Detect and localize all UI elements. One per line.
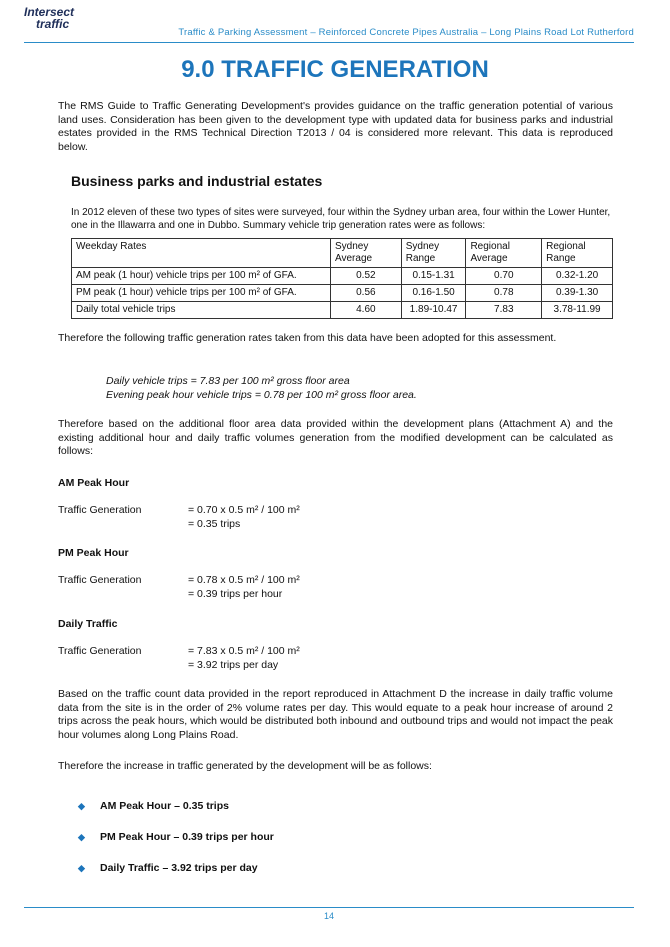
page-footer — [24, 907, 634, 921]
page-title: 9.0 TRAFFIC GENERATION — [181, 56, 489, 83]
calc-values — [188, 574, 300, 601]
bullet-pm-peak — [58, 831, 633, 845]
header-title: Traffic & Parking Assessment – Reinforced Concrete Pipes Australia – Long Plains Road Lot Rutherford — [178, 27, 634, 38]
calc-line: = 0.70 x 0.5 m² / 100 m² — [188, 504, 300, 516]
bullet-text: AM Peak Hour – 0.35 trips — [100, 800, 229, 812]
table-cell: 0.32-1.20 — [542, 268, 613, 285]
page-header — [24, 5, 634, 43]
logo-line1: Intersect — [24, 5, 75, 19]
table-cell: AM peak (1 hour) vehicle trips per 100 m² of GFA. — [72, 268, 331, 285]
table-cell: Daily total vehicle trips — [72, 302, 331, 319]
table-cell: 0.70 — [466, 268, 542, 285]
table-cell: 0.78 — [466, 285, 542, 302]
table-row — [72, 302, 613, 319]
calc-line: = 0.35 trips — [188, 517, 241, 530]
am-peak-calc — [58, 504, 613, 531]
table-cell: 0.15-1.31 — [401, 268, 466, 285]
intro-paragraph: The RMS Guide to Traffic Generating Development's provides guidance on the traffic generation potential of various land uses. Consideration has been given to the development type with updated data for business parks and industrial estates provided in the RMS Technical Direction T2013 / 04 is considered more relevant. This data is reproduced below. — [58, 100, 613, 153]
table-cell: 7.83 — [466, 302, 542, 319]
adopted-paragraph: Therefore the following traffic generation rates taken from this data have been adopted for this assessment. — [58, 332, 557, 344]
am-peak-label: AM Peak Hour — [58, 477, 130, 489]
table-header-cell: Sydney Average — [331, 239, 402, 268]
calc-line: = 7.83 x 0.5 m² / 100 m² — [188, 645, 300, 657]
calc-name: Traffic Generation — [58, 504, 142, 516]
table-cell: 3.78-11.99 — [542, 302, 613, 319]
calc-line: = 0.78 x 0.5 m² / 100 m² — [188, 574, 300, 586]
table-header-cell: Sydney Range — [401, 239, 466, 268]
table-header-row — [72, 239, 613, 268]
calc-name: Traffic Generation — [58, 574, 142, 586]
trip-rates-table — [71, 238, 613, 319]
table-row — [72, 285, 613, 302]
calc-line: = 3.92 trips per day — [188, 658, 279, 671]
survey-paragraph: Based on the traffic count data provided in the report reproduced in Attachment D the increase in daily traffic volume data from the site is in the order of 2% volume rates per day. This would equate to a peak hour increase of around 2 trips across the peak hours, which would be distributed both inbound and outbound trips and would not impact the peak hour volumes along Long Plains Road. — [58, 688, 613, 741]
bullet-am-peak — [58, 800, 633, 814]
bullet-daily-traffic — [58, 862, 633, 876]
page-number: 14 — [323, 911, 334, 921]
bullet-diamond-icon: ◆ — [78, 863, 85, 873]
table-cell: PM peak (1 hour) vehicle trips per 100 m² of GFA. — [72, 285, 331, 302]
calculation-paragraph: Therefore based on the additional floor area data provided within the development plans (Attachment A) and the existing additional hour and daily traffic volumes generation from the modified development can be calculated as follows: — [58, 418, 613, 457]
pm-peak-label: PM Peak Hour — [58, 547, 129, 559]
summary-paragraph: Therefore the increase in traffic generated by the development will be as follows: — [58, 760, 432, 772]
table-cell: 0.56 — [331, 285, 402, 302]
table-header-cell: Weekday Rates — [72, 239, 331, 268]
table-cell: 1.89-10.47 — [401, 302, 466, 319]
calc-values — [188, 645, 300, 672]
bullet-diamond-icon: ◆ — [78, 801, 85, 811]
rms-box-title: Business parks and industrial estates — [71, 173, 323, 189]
table-row — [72, 268, 613, 285]
calc-name: Traffic Generation — [58, 645, 142, 657]
pm-peak-calc — [58, 574, 613, 601]
bullet-text: Daily Traffic – 3.92 trips per day — [100, 862, 258, 874]
calc-line: = 0.39 trips per hour — [188, 587, 283, 600]
table-header-cell: Regional Average — [466, 239, 542, 268]
daily-traffic-label: Daily Traffic — [58, 618, 118, 630]
bullet-text: PM Peak Hour – 0.39 trips per hour — [100, 831, 274, 843]
company-logo — [24, 6, 94, 36]
table-cell: 0.39-1.30 — [542, 285, 613, 302]
rms-box-intro: In 2012 eleven of these two types of sites were surveyed, four within the Sydney urban area, four within the Lower Hunter, one in the Illawarra and one in Dubbo. Summary vehicle trip generation rates were as follows: — [71, 207, 611, 231]
table-header-cell: Regional Range — [542, 239, 613, 268]
table-cell: 0.52 — [331, 268, 402, 285]
logo-line2: traffic — [36, 17, 70, 31]
daily-traffic-calc — [58, 645, 613, 672]
bullet-diamond-icon: ◆ — [78, 832, 85, 842]
daily-rate-formula: Daily vehicle trips = 7.83 per 100 m² gross floor area — [106, 375, 350, 387]
table-cell: 4.60 — [331, 302, 402, 319]
table-cell: 0.16-1.50 — [401, 285, 466, 302]
calc-values — [188, 504, 300, 531]
evening-rate-formula: Evening peak hour vehicle trips = 0.78 per 100 m² gross floor area. — [106, 389, 417, 401]
